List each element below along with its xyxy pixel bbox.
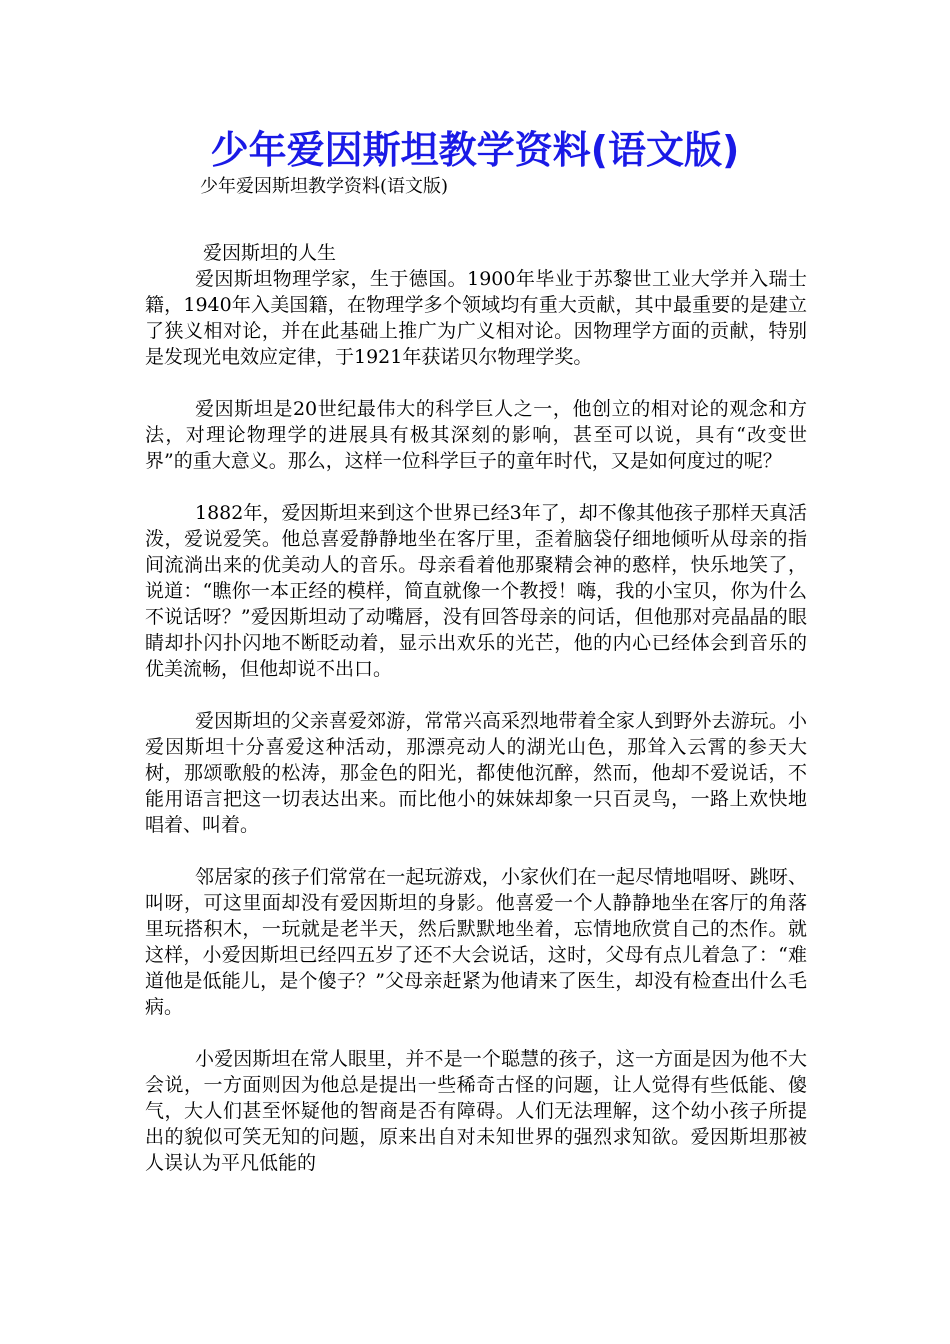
paragraph: 爱因斯坦物理学家，生于德国。1900年毕业于苏黎世工业大学并入瑞士籍，1940年入美国籍，在物理学多个领域均有重大贡献，其中最重要的是建立了狭义相对论，并在此基础上推广为广义相对论。因物理学方面的贡献，特别是发现光电效应定律，于1921年获诺贝尔物理学奖。 (145, 268, 807, 368)
paragraph: 邻居家的孩子们常常在一起玩游戏，小家伙们在一起尽情地唱呀、跳呀、叫呀，可这里面却没有爱因斯坦的身影。他喜爱一个人静静地坐在客厅的角落里玩搭积木，一玩就是老半天，然后默默地坐着，忘情地欣赏自己的杰作。就这样，小爱因斯坦已经四五岁了还不大会说话，这时，父母有点儿着急了：“难道他是低能儿，是个傻子？”父母亲赶紧为他请来了医生，却没有检查出什么毛病。 (145, 866, 807, 1018)
paragraph: 1882年，爱因斯坦来到这个世界已经3年了，却不像其他孩子那样天真活泼，爱说爱笑。他总喜爱静静地坐在客厅里，歪着脑袋仔细地倾听从母亲的指间流淌出来的优美动人的音乐。母亲看着他那聚精会神的憨样，快乐地笑了，说道：“瞧你一本正经的模样，简直就像一个教授！嗨，我的小宝贝，你为什么不说话呀？”爱因斯坦动了动嘴唇，没有回答母亲的问话，但他那对亮晶晶的眼睛却扑闪扑闪地不断眨动着，显示出欢乐的光芒，他的内心已经体会到音乐的优美流畅，但他却说不出口。 (145, 502, 807, 680)
document-subtitle: 少年爱因斯坦教学资料(语文版) (200, 176, 449, 197)
section-heading: 爱因斯坦的人生 (203, 242, 337, 264)
paragraph: 爱因斯坦是20世纪最伟大的科学巨人之一，他创立的相对论的观念和方法，对理论物理学的进展具有极其深刻的影响，甚至可以说，具有“改变世界”的重大意义。那么，这样一位科学巨子的童年时代，又是如何度过的呢？ (145, 398, 807, 472)
paragraph: 爱因斯坦的父亲喜爱郊游，常常兴高采烈地带着全家人到野外去游玩。小爱因斯坦十分喜爱这种活动，那漂亮动人的湖光山色，那耸入云霄的参天大树，那颂歌般的松涛，那金色的阳光，都使他沉醉，然而，他却不爱说话，不能用语言把这一切表达出来。而比他小的妹妹却象一只百灵鸟，一路上欢快地唱着、叫着。 (145, 710, 807, 836)
document-title: 少年爱因斯坦教学资料(语文版) (210, 128, 740, 172)
paragraph: 小爱因斯坦在常人眼里，并不是一个聪慧的孩子，这一方面是因为他不大会说，一方面则因为他总是提出一些稀奇古怪的问题，让人觉得有些低能、傻气，大人们甚至怀疑他的智商是否有障碍。人们无法理解，这个幼小孩子所提出的貌似可笑无知的问题，原来出自对未知世界的强烈求知欲。爱因斯坦那被人误认为平凡低能的 (145, 1048, 807, 1174)
document-body (145, 240, 807, 1176)
